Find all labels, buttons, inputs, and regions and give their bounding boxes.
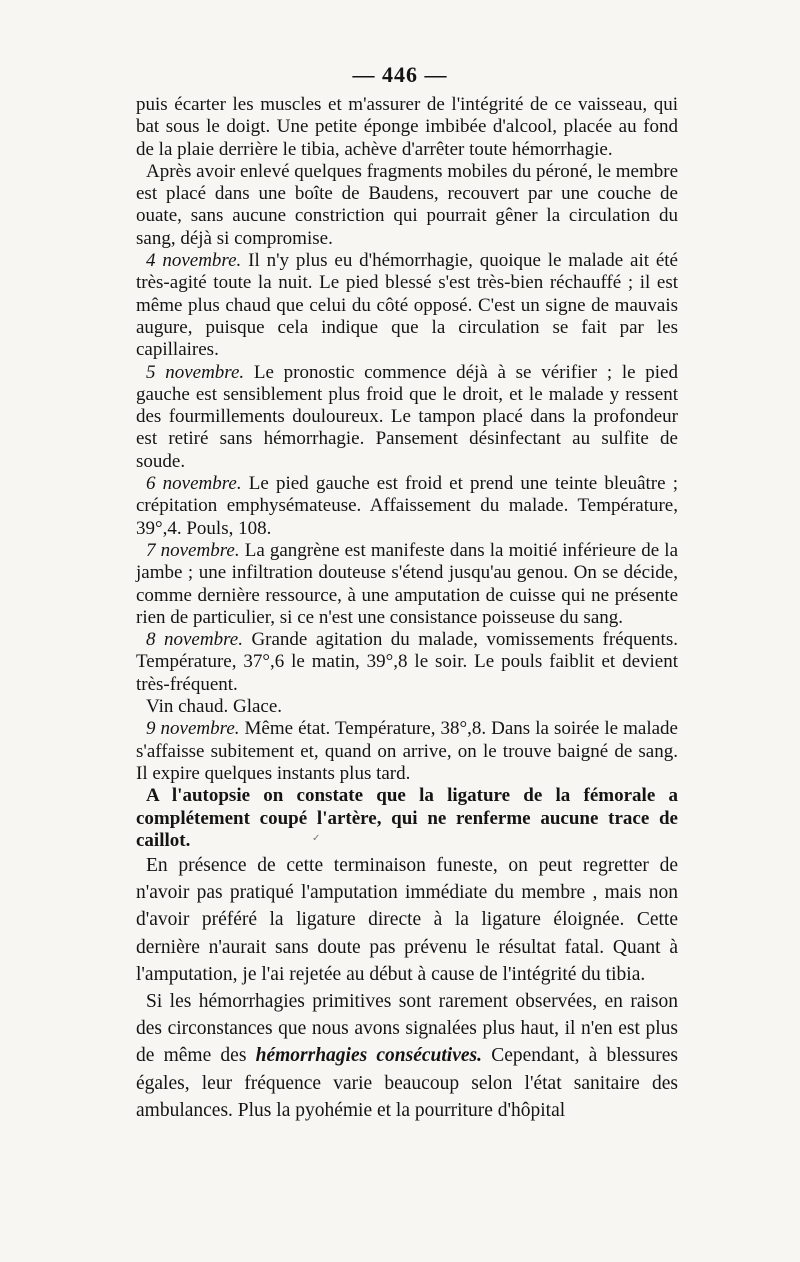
discussion [136,852,678,1124]
entry-date: 4 novembre. [146,250,242,272]
dated-entry: 5 novembre. Le pronostic commence déjà à se vérifier ; le pied gauche est sensiblement plus froid que le droit, et le malade y ressent des fourmillements douloureux. Le tampon placé dans la profondeur est retiré sans hémorrhagie. Pansement désinfectant au sulfite de soude. [136,361,678,472]
dated-entry: 7 novembre. La gangrène est manifeste dans la moitié inférieure de la jambe ; une infiltration douteuse s'étend jusqu'au genou. On se décide, comme dernière ressource, à une amputation de cuisse qui ne présente rien de particulier, si ce n'est une consistance poisseuse du sang. [136,539,679,628]
entry-date: 8 novembre. [146,629,243,651]
dated-entry: 4 novembre. Il n'y plus eu d'hémorrhagie, quoique le malade ait été très-agité toute la nuit. Le pied blessé s'est très-bien réchauffé ; il est même plus chaud que celui du côté opposé. C'est un signe de mauvais augure, puisque cela indique que la circulation se fait par les capillaires. [136,250,678,361]
paragraph: En présence de cette terminaison funeste, on peut regretter de n'avoir pas pratiqué l'amputation immédiate du membre , mais non d'avoir préféré la ligature directe à la ligature éloignée. Cette dernière n'aurait sans doute pas prévenu le résultat fatal. Quant à l'amputation, je l'ai rejetée au début à cause de l'intégrité du tibia. [136,855,678,985]
divider-mark: ✓ [312,833,321,844]
dated-entry: 8 novembre. Grande agitation du malade, vomissements fréquents. Température, 37°,6 le matin, 39°,8 le soir. Le pouls faiblit et devient très-fréquent. [136,629,678,695]
dated-entry: 9 novembre. Même état. Température, 38°,8. Dans la soirée le malade s'affaisse subitement et, quand on arrive, on le trouve baigné de sang. Il expire quelques instants plus tard. [136,718,678,784]
case-report [136,94,678,852]
dated-entry: 6 novembre. Le pied gauche est froid et prend une teinte bleuâtre ; crépitation emphysémateuse. Affaissement du malade. Température, 39°,4. Pouls, 108. [136,473,678,539]
emphasis: hémorrhagies consécutives. [255,1045,483,1067]
entry-date: 7 novembre. [146,539,240,561]
paragraph: Après avoir enlevé quelques fragments mobiles du péroné, le membre est placé dans une boîte de Baudens, recouvert par une couche de ouate, sans aucune constriction qui pourrait gêner la circulation du sang, déjà si compromise. [136,160,678,249]
autopsy-paragraph: A l'autopsie on constate que la ligature de la fémorale a complétement coupé l'artère, qui ne renferme aucune trace de caillot. [136,785,678,851]
page-number: — 446 — [352,62,448,87]
entry-date: 6 novembre. [146,473,242,495]
paragraph: puis écarter les muscles et m'assurer de l'intégrité de ce vaisseau, qui bat sous le doigt. Une petite éponge imbibée d'alcool, placée au fond de la plaie derrière le tibia, achève d'arrêter toute hémorrhagie. [136,94,678,160]
paragraph: Vin chaud. Glace. [146,696,283,718]
entry-date: 5 novembre. [146,361,245,383]
paragraph: Si les hémorrhagies primitives sont rarement observées, en raison des circonstances que nous avons signalées plus haut, il n'en est plus de même des hémorrhagies consécutives. Cependant, à blessures égales, leur fréquence varie beaucoup selon l'état sanitaire des ambulances. Plus la pyohémie et la pourriture d'hôpital [136,991,678,1121]
entry-date: 9 novembre. [146,718,240,740]
